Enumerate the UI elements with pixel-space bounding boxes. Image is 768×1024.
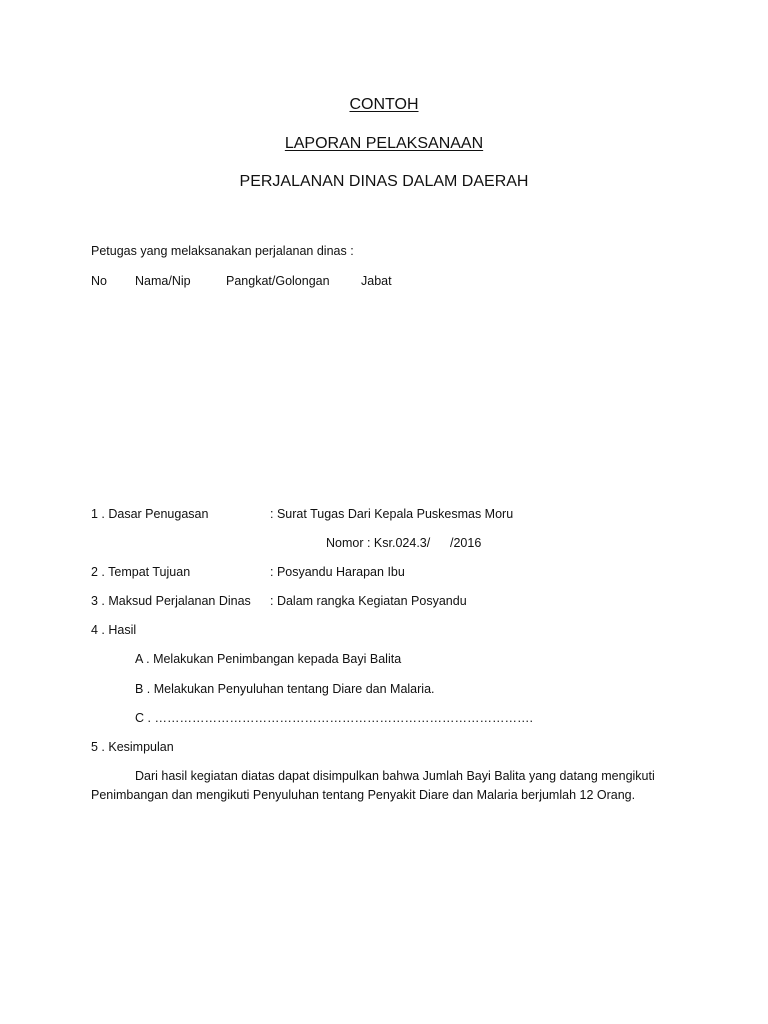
section-label: 4 . Hasil — [91, 623, 137, 637]
doc-title-contoh: CONTOH — [349, 96, 419, 113]
nomor-year: /2016 — [450, 536, 482, 550]
list-item: C . ………………………………………………………………………………. — [135, 711, 533, 725]
section-value: : Dalam rangka Kegiatan Posyandu — [270, 594, 467, 608]
section-label: 1 . Dasar Penugasan — [91, 507, 209, 521]
doc-subtitle: PERJALANAN DINAS DALAM DAERAH — [239, 173, 529, 190]
list-item: B . Melakukan Penyuluhan tentang Diare dan Malaria. — [135, 682, 435, 696]
section-label: 3 . Maksud Perjalanan Dinas — [91, 594, 251, 608]
section-value: : Posyandu Harapan Ibu — [270, 565, 405, 579]
column-header-no: No — [91, 274, 107, 288]
officers-intro: Petugas yang melaksanakan perjalanan dinas : — [91, 244, 354, 258]
paragraph-line: Dari hasil kegiatan diatas dapat disimpulkan bahwa Jumlah Bayi Balita yang datang mengikuti — [135, 769, 655, 783]
doc-title-laporan: LAPORAN PELAKSANAAN — [284, 135, 484, 152]
section-label: 2 . Tempat Tujuan — [91, 565, 191, 579]
section-value: : Surat Tugas Dari Kepala Puskesmas Moru — [270, 507, 514, 521]
column-header-pangkat: Pangkat/Golongan — [226, 274, 330, 288]
column-header-nama: Nama/Nip — [135, 274, 191, 288]
section-label: 5 . Kesimpulan — [91, 740, 174, 754]
paragraph-line: Penimbangan dan mengikuti Penyuluhan tentang Penyakit Diare dan Malaria berjumlah 12 Orang. — [91, 788, 636, 802]
nomor-label: Nomor : Ksr.024.3/ — [326, 536, 431, 550]
list-item: A . Melakukan Penimbangan kepada Bayi Balita — [135, 652, 402, 666]
column-header-jabat: Jabat — [361, 274, 392, 288]
